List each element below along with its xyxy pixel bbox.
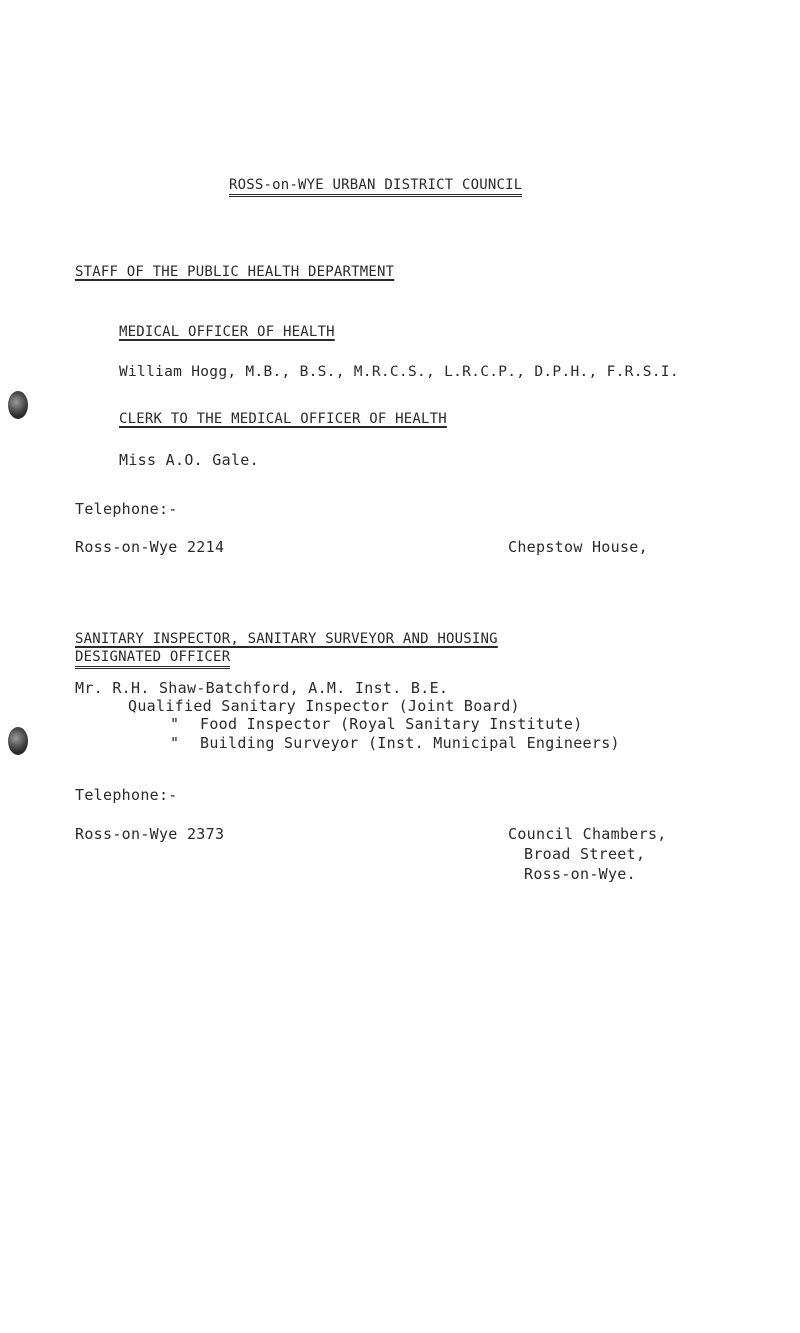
moh-heading: MEDICAL OFFICER OF HEALTH xyxy=(119,324,335,340)
address-2-line2: Broad Street, xyxy=(524,845,646,863)
telephone-number-2: Ross-on-Wye 2373 xyxy=(75,825,225,843)
ditto-mark-1: " xyxy=(170,715,180,733)
address-2-line1: Council Chambers, xyxy=(508,825,667,843)
telephone-label-1: Telephone:- xyxy=(75,500,178,518)
moh-name: William Hogg, M.B., B.S., M.R.C.S., L.R.C.P., D.P.H., F.R.S.I. xyxy=(119,364,679,380)
staff-heading: STAFF OF THE PUBLIC HEALTH DEPARTMENT xyxy=(75,264,395,280)
inspector-heading-line2: DESIGNATED OFFICER xyxy=(75,649,230,669)
punch-hole-bottom xyxy=(8,727,28,755)
clerk-name: Miss A.O. Gale. xyxy=(119,451,259,469)
inspector-heading-line1: SANITARY INSPECTOR, SANITARY SURVEYOR AND HOUSING xyxy=(75,631,498,647)
punch-hole-top xyxy=(8,391,28,419)
address-2-line3: Ross-on-Wye. xyxy=(524,865,636,883)
clerk-heading: CLERK TO THE MEDICAL OFFICER OF HEALTH xyxy=(119,411,447,427)
inspector-name: Mr. R.H. Shaw-Batchford, A.M. Inst. B.E. xyxy=(75,679,449,697)
ditto-mark-2: " xyxy=(170,734,180,752)
qualification-2: Food Inspector (Royal Sanitary Institute) xyxy=(200,715,583,733)
qualification-3: Building Surveyor (Inst. Municipal Engineers) xyxy=(200,734,620,752)
address-1: Chepstow House, xyxy=(508,538,648,556)
qualification-1: Qualified Sanitary Inspector (Joint Board) xyxy=(128,697,520,715)
document-title: ROSS-on-WYE URBAN DISTRICT COUNCIL xyxy=(229,177,522,197)
telephone-number-1: Ross-on-Wye 2214 xyxy=(75,538,225,556)
telephone-label-2: Telephone:- xyxy=(75,786,178,804)
